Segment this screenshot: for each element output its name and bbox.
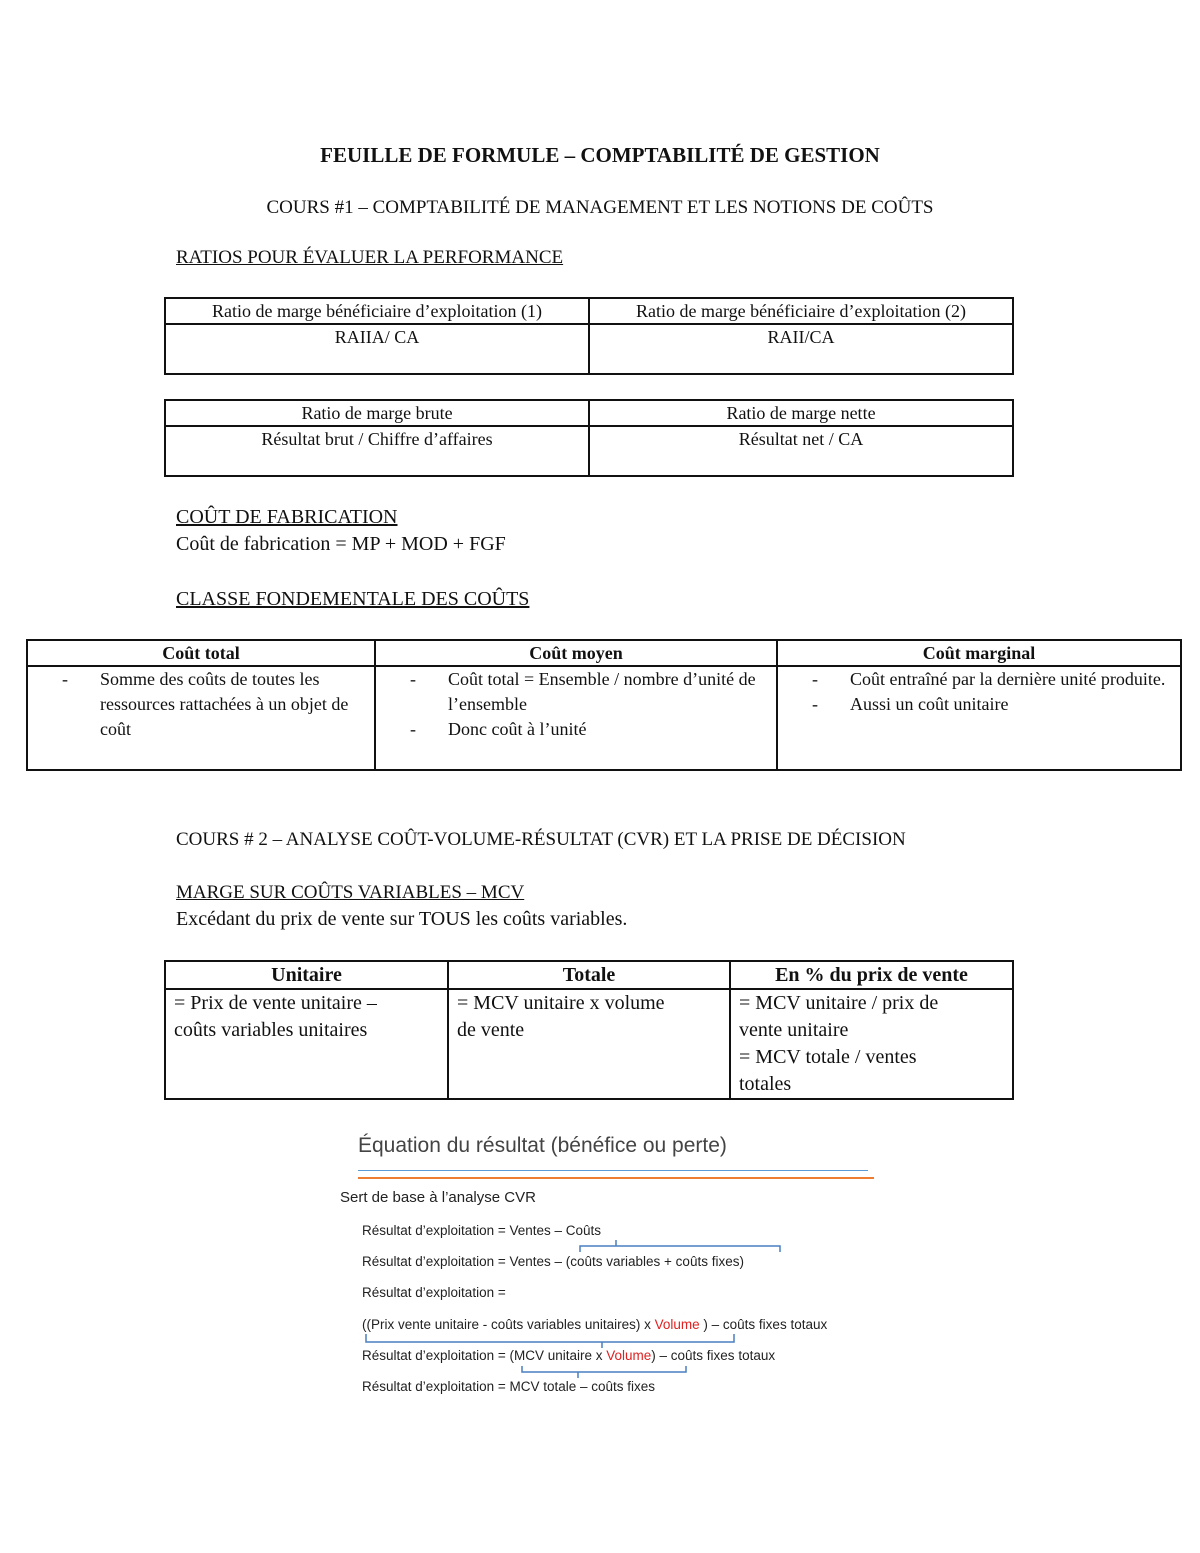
volume-highlight: Volume: [606, 1348, 652, 1363]
equation-title: Équation du résultat (bénéfice ou perte): [358, 1134, 727, 1157]
cell-line: = MCV totale / ventes: [739, 1046, 917, 1068]
cell-line: totales: [739, 1073, 792, 1095]
mcv-cell-totale: [448, 989, 730, 1099]
equation-text: ((Prix vente unitaire - coûts variables unitaires) x: [362, 1317, 655, 1332]
ratio-formula: Résultat brut / Chiffre d’affaires: [165, 426, 589, 476]
brace-icon: [518, 1364, 698, 1382]
title-underline-blue: [358, 1170, 868, 1171]
mcv-definition: Excédant du prix de vente sur TOUS les coûts variables.: [176, 908, 628, 930]
cell-line: coûts variables unitaires: [174, 1019, 368, 1041]
ratio-header: Ratio de marge bénéficiaire d’exploitation (1): [165, 298, 589, 324]
ratios-table-2: [164, 399, 1014, 477]
ratio-formula: RAII/CA: [589, 324, 1013, 374]
course-2-heading: COURS # 2 – ANALYSE COÛT-VOLUME-RÉSULTAT (CVR) ET LA PRISE DE DÉCISION: [176, 829, 906, 850]
cell-line: = Prix de vente unitaire –: [174, 992, 377, 1014]
mcv-header: Totale: [448, 961, 730, 989]
equation-line-2: Résultat d’exploitation = Ventes – (coûts variables + coûts fixes): [362, 1254, 744, 1269]
classe-table: [26, 639, 1182, 771]
ratio-header: Ratio de marge nette: [589, 400, 1013, 426]
classe-cell-marginal: [777, 666, 1181, 770]
equation-line-6: Résultat d’exploitation = MCV totale – coûts fixes: [362, 1379, 656, 1394]
mcv-header: En % du prix de vente: [730, 961, 1013, 989]
ratios-heading: RATIOS POUR ÉVALUER LA PERFORMANCE: [176, 247, 564, 268]
cell-line: = MCV unitaire / prix de: [739, 992, 939, 1014]
cell-line: = MCV unitaire x volume: [457, 992, 665, 1014]
equation-line-4: [362, 1317, 827, 1332]
ratio-header: Ratio de marge bénéficiaire d’exploitation (2): [589, 298, 1013, 324]
classe-header: Coût moyen: [375, 640, 777, 666]
mcv-header: Unitaire: [165, 961, 448, 989]
brace-icon: [570, 1238, 790, 1256]
classe-header: Coût marginal: [777, 640, 1181, 666]
list-item: - Somme des coûts de toutes les ressources rattachées à un objet de coût: [28, 667, 366, 742]
classe-header: Coût total: [27, 640, 375, 666]
volume-highlight: Volume: [654, 1317, 700, 1332]
mcv-cell-pourcentage: [730, 989, 1013, 1099]
ratio-formula: RAIIA/ CA: [165, 324, 589, 374]
mcv-heading: MARGE SUR COÛTS VARIABLES – MCV: [176, 882, 525, 903]
list-item: - Aussi un coût unitaire: [778, 692, 1172, 717]
equation-line-1: Résultat d’exploitation = Ventes – Coûts: [362, 1223, 602, 1238]
equation-line-5: [362, 1348, 775, 1363]
cell-line: de vente: [457, 1019, 525, 1041]
classe-cell-total: [27, 666, 375, 770]
classe-cell-moyen: [375, 666, 777, 770]
fabrication-formula: Coût de fabrication = MP + MOD + FGF: [176, 533, 506, 555]
classe-heading: CLASSE FONDEMENTALE DES COÛTS: [176, 588, 530, 610]
ratios-table-1: [164, 297, 1014, 375]
equation-text: ) – coûts fixes totaux: [699, 1317, 828, 1332]
brace-icon: [362, 1332, 742, 1350]
document-title: FEUILLE DE FORMULE – COMPTABILITÉ DE GESTION: [320, 143, 880, 167]
equation-text: ) – coûts fixes totaux: [651, 1348, 776, 1363]
ratio-formula: Résultat net / CA: [589, 426, 1013, 476]
ratio-header: Ratio de marge brute: [165, 400, 589, 426]
course-1-heading: COURS #1 – COMPTABILITÉ DE MANAGEMENT ET LES NOTIONS DE COÛTS: [266, 197, 934, 218]
equation-text: Résultat d’exploitation = (MCV unitaire x: [362, 1348, 607, 1363]
title-underline-orange: [358, 1177, 874, 1179]
equation-line-3: Résultat d’exploitation =: [362, 1285, 506, 1300]
equation-subtitle: Sert de base à l’analyse CVR: [340, 1189, 536, 1206]
cell-line: vente unitaire: [739, 1019, 849, 1041]
fabrication-heading: COÛT DE FABRICATION: [176, 506, 398, 528]
list-item: - Coût total = Ensemble / nombre d’unité de l’ensemble: [376, 667, 768, 717]
list-item: - Donc coût à l’unité: [376, 717, 768, 742]
mcv-cell-unitaire: [165, 989, 448, 1099]
list-item: - Coût entraîné par la dernière unité produite.: [778, 667, 1172, 692]
mcv-table: [164, 960, 1014, 1100]
